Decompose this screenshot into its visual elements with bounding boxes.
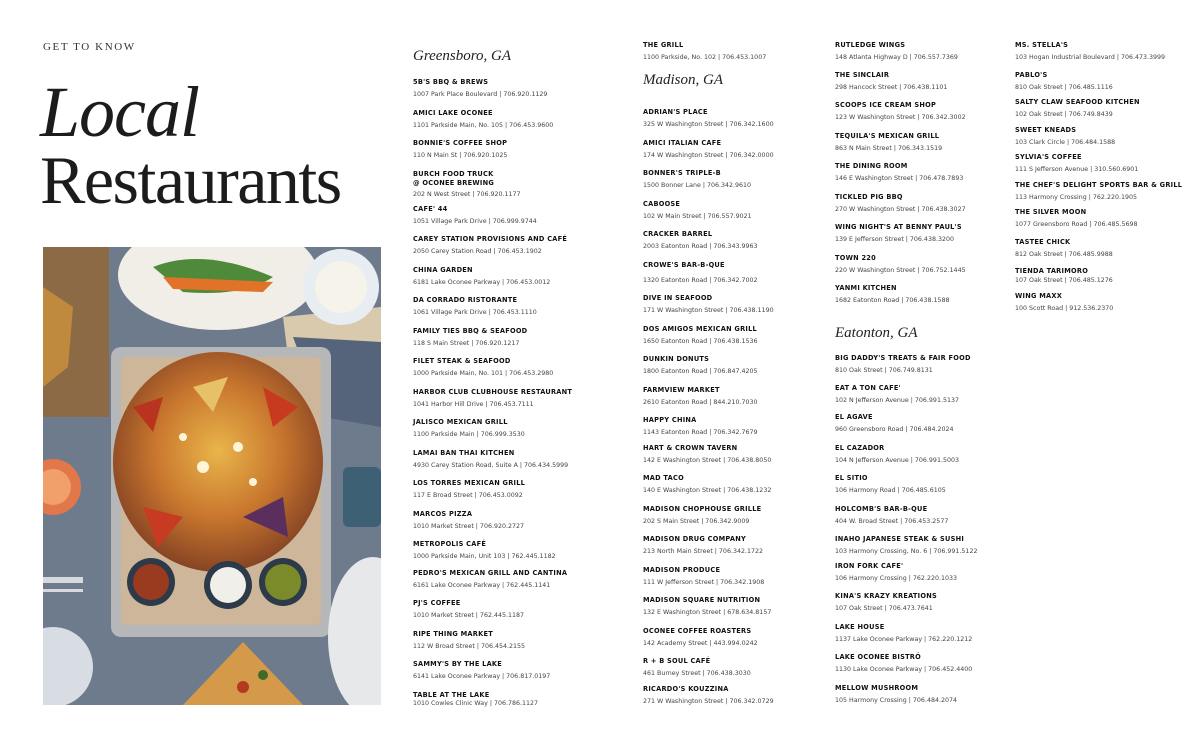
restaurant-name: SCOOPS ICE CREAM SHOP <box>835 101 937 109</box>
list-item <box>413 660 591 691</box>
restaurant-name: EL SITIO <box>835 474 868 482</box>
restaurant-name: AMICI LAKE OCONEE <box>413 108 493 117</box>
restaurant-info: 112 W Broad Street | 706.454.2155 <box>413 642 526 650</box>
list-item <box>835 223 1013 254</box>
restaurant-info: 1650 Eatonton Road | 706.438.1536 <box>643 337 758 345</box>
restaurant-name: HAPPY CHINA <box>643 416 697 424</box>
restaurant-info: 1100 Parkside, No. 102 | 706.453.1007 <box>643 54 767 61</box>
restaurant-name: CRACKER BARREL <box>643 230 713 238</box>
restaurant-name: THE SILVER MOON <box>1015 208 1087 216</box>
list-item <box>835 413 1013 444</box>
restaurant-info: 140 E Washington Street | 706.438.1232 <box>643 487 772 494</box>
restaurant-info: 6161 Lake Oconee Parkway | 762.445.1141 <box>413 581 551 589</box>
restaurant-name: ADRIAN'S PLACE <box>643 108 708 116</box>
restaurant-name: MADISON DRUG COMPANY <box>643 535 747 543</box>
list-item <box>413 630 591 661</box>
restaurant-info: 105 Harmony Crossing | 706.484.2074 <box>835 696 957 704</box>
restaurant-info: 142 Academy Street | 443.994.0242 <box>643 639 758 647</box>
restaurant-name: RUTLEDGE WINGS <box>835 41 906 49</box>
restaurant-info: 1100 Parkside Main | 706.999.3530 <box>413 431 525 438</box>
list-item <box>643 566 821 597</box>
list-item <box>643 535 821 566</box>
restaurant-info: 117 E Broad Street | 706.453.0092 <box>413 492 523 499</box>
restaurant-info: 100 Scott Road | 912.536.2370 <box>1015 304 1114 312</box>
list-item <box>643 355 821 386</box>
list-item <box>413 327 591 358</box>
restaurant-info: 118 S Main Street | 706.920.1217 <box>413 339 520 347</box>
restaurant-name: DUNKIN DONUTS <box>643 355 710 363</box>
list-item <box>643 416 821 444</box>
restaurant-info: 1101 Parkside Main, No. 105 | 706.453.9600 <box>413 121 554 129</box>
restaurant-info: 213 North Main Street | 706.342.1722 <box>643 548 763 555</box>
restaurant-name: TABLE AT THE LAKE <box>413 690 490 699</box>
list-item <box>413 479 591 510</box>
restaurant-info: 1800 Eatonton Road | 706.847.4205 <box>643 368 758 375</box>
restaurant-name: THE DINING ROOM <box>835 162 908 170</box>
restaurant-info: 139 E Jefferson Street | 706.438.3200 <box>835 236 954 243</box>
restaurant-name: YANMI KITCHEN <box>835 284 897 292</box>
restaurant-name: MAD TACO <box>643 474 684 482</box>
list-item <box>1015 181 1190 209</box>
list-item <box>413 540 591 569</box>
list-item <box>413 449 591 480</box>
restaurant-list <box>835 41 1013 324</box>
restaurant-info: 461 Burney Street | 706.438.3030 <box>643 670 751 677</box>
list-item <box>643 444 821 475</box>
restaurant-name: SALTY CLAW SEAFOOD KITCHEN <box>1015 98 1140 106</box>
restaurant-info: 1061 Village Park Drive | 706.453.1110 <box>413 309 537 316</box>
restaurant-list <box>1015 41 1190 313</box>
city-heading: Eatonton, GA <box>835 325 918 341</box>
restaurant-info: 107 Oak Street | 706.485.1276 <box>1015 277 1113 284</box>
title-restaurants: Restaurants <box>40 142 341 218</box>
column-greensboro <box>413 47 591 708</box>
restaurant-name: TOWN 220 <box>835 253 876 262</box>
list-item <box>643 108 821 139</box>
restaurant-info: 325 W Washington Street | 706.342.1600 <box>643 121 774 128</box>
restaurant-info: 1077 Greensboro Road | 706.485.5698 <box>1015 221 1138 228</box>
restaurant-info: 404 W. Broad Street | 706.453.2577 <box>835 517 949 525</box>
restaurant-name: TICKLED PIG BBQ <box>835 192 903 201</box>
restaurant-name: RIPE THING MARKET <box>413 629 493 638</box>
restaurant-name: METROPOLIS CAFÉ <box>413 540 487 548</box>
restaurant-name: THE SINCLAIR <box>835 71 890 79</box>
restaurant-info: 102 N Jefferson Avenue | 706.991.5137 <box>835 396 959 404</box>
list-item <box>643 596 821 627</box>
list-item <box>1015 126 1190 154</box>
list-item <box>1015 41 1190 71</box>
restaurant-list <box>413 78 591 708</box>
restaurant-name: WING NIGHT'S AT BENNY PAUL'S <box>835 223 962 231</box>
list-item <box>413 418 591 449</box>
restaurant-name: FAMILY TIES BBQ & SEAFOOD <box>413 326 528 335</box>
restaurant-name: TASTEE CHICK <box>1015 237 1071 246</box>
restaurant-info: 106 Harmony Road | 706.485.6105 <box>835 487 946 494</box>
restaurant-list <box>835 354 1013 705</box>
restaurant-info: 102 W Main Street | 706.557.9021 <box>643 212 752 220</box>
restaurant-name: MELLOW MUSHROOM <box>835 683 919 692</box>
list-item <box>643 41 821 71</box>
list-item <box>835 101 1013 132</box>
list-item <box>835 684 1013 705</box>
list-item <box>835 71 1013 101</box>
restaurant-info: 1682 Eatonton Road | 706.438.1588 <box>835 297 950 304</box>
city-heading: Greensboro, GA <box>413 48 512 64</box>
column-madison <box>643 41 821 706</box>
list-item <box>643 169 821 200</box>
list-item <box>1015 238 1190 268</box>
restaurant-name: MS. STELLA'S <box>1015 41 1069 49</box>
list-item <box>413 235 591 266</box>
restaurant-info: 1500 Bonner Lane | 706.342.9610 <box>643 182 752 189</box>
restaurant-info: 1051 Village Park Drive | 706.999.9744 <box>413 217 537 225</box>
list-item <box>835 284 1013 324</box>
list-item <box>643 261 821 295</box>
restaurant-name: MADISON SQUARE NUTRITION <box>643 596 761 604</box>
restaurant-name: 5B'S BBQ & BREWS <box>413 78 489 86</box>
restaurant-name: HARBOR CLUB CLUBHOUSE RESTAURANT <box>413 387 573 396</box>
restaurant-name: PJ'S COFFEE <box>413 599 461 607</box>
restaurant-list <box>643 108 821 706</box>
restaurant-name: BIG DADDY'S TREATS & FAIR FOOD <box>835 354 971 362</box>
restaurant-info: 220 W Washington Street | 706.752.1445 <box>835 266 966 274</box>
list-item <box>413 205 591 236</box>
restaurant-name: DIVE IN SEAFOOD <box>643 294 713 302</box>
restaurant-name: TEQUILA'S MEXICAN GRILL <box>835 131 940 140</box>
restaurant-info: 1320 Eatonton Road | 706.342.7002 <box>643 276 758 284</box>
column-eatonton <box>835 41 1013 705</box>
restaurant-info: 103 Harmony Crossing, No. 6 | 706.991.5122 <box>835 548 978 555</box>
list-item <box>1015 267 1190 292</box>
restaurant-name: CAFE' 44 <box>413 204 448 213</box>
nachos-photo <box>43 247 381 705</box>
list-item <box>643 139 821 170</box>
list-item <box>835 653 1013 684</box>
list-item <box>835 505 1013 536</box>
restaurant-info: 810 Oak Street | 706.485.1116 <box>1015 83 1113 91</box>
restaurant-name: PABLO'S <box>1015 70 1048 79</box>
restaurant-info: 4930 Carey Station Road, Suite A | 706.434.5999 <box>413 461 569 469</box>
restaurant-info: 1010 Market Street | 706.920.2727 <box>413 522 524 530</box>
restaurant-info: 103 Clark Circle | 706.484.1588 <box>1015 138 1116 146</box>
list-item <box>413 599 591 630</box>
list-item <box>1015 98 1190 126</box>
restaurant-name: BURCH FOOD TRUCK @ OCONEE BREWING <box>413 169 495 187</box>
restaurant-info: 1143 Eatonton Road | 706.342.7679 <box>643 429 758 436</box>
list-item <box>835 132 1013 163</box>
restaurant-info: 1007 Park Place Boulevard | 706.920.1129 <box>413 91 548 98</box>
list-item <box>835 162 1013 193</box>
list-item <box>643 627 821 658</box>
eyebrow-text: GET TO KNOW <box>43 41 136 53</box>
restaurant-info: 1000 Parkside Main, Unit 103 | 762.445.1182 <box>413 553 556 560</box>
restaurant-name: R + B SOUL CAFÉ <box>643 657 711 665</box>
restaurant-info: 146 E Washington Street | 706.478.7893 <box>835 175 964 182</box>
list-item <box>413 357 591 388</box>
restaurant-name: IRON FORK CAFE' <box>835 561 904 570</box>
restaurant-name: KINA'S KRAZY KREATIONS <box>835 592 937 600</box>
restaurant-name: MADISON CHOPHOUSE GRILLE <box>643 504 762 513</box>
restaurant-info: 104 N Jefferson Avenue | 706.991.5003 <box>835 456 959 464</box>
column-eatonton-continued <box>1015 41 1190 313</box>
restaurant-name: HOLCOMB'S BAR-B-QUE <box>835 504 928 513</box>
list-item <box>835 444 1013 475</box>
restaurant-info: 113 Harmony Crossing | 762.220.1905 <box>1015 193 1137 201</box>
restaurant-name: PEDRO'S MEXICAN GRILL AND CANTINA <box>413 568 568 577</box>
restaurant-name: DA CORRADO RISTORANTE <box>413 296 518 304</box>
list-item <box>413 691 591 708</box>
restaurant-name: LAMAI BAN THAI KITCHEN <box>413 448 515 457</box>
restaurant-info: 298 Hancock Street | 706.438.1101 <box>835 84 948 91</box>
list-item <box>1015 208 1190 238</box>
list-item <box>835 384 1013 414</box>
restaurant-name: BONNIE'S COFFEE SHOP <box>413 139 508 147</box>
list-item <box>643 386 821 417</box>
list-item <box>413 388 591 419</box>
list-item <box>643 505 821 536</box>
restaurant-info: 202 S Main Street | 706.342.9009 <box>643 517 750 525</box>
list-item <box>413 170 591 205</box>
list-item <box>835 623 1013 654</box>
restaurant-name: CHINA GARDEN <box>413 265 473 274</box>
restaurant-name: SWEET KNEADS <box>1015 125 1077 134</box>
restaurant-name: EL CAZADOR <box>835 443 885 452</box>
list-item <box>413 510 591 541</box>
restaurant-info: 1010 Cowles Clinic Way | 706.786.1127 <box>413 699 539 707</box>
list-item <box>835 562 1013 593</box>
restaurant-name: LOS TORRES MEXICAN GRILL <box>413 479 526 487</box>
restaurant-info: 1010 Market Street | 762.445.1187 <box>413 612 524 619</box>
restaurant-info: 810 Oak Street | 706.749.8131 <box>835 367 933 374</box>
list-item <box>835 592 1013 623</box>
list-item <box>643 685 821 706</box>
restaurant-info: 6181 Lake Oconee Parkway | 706.453.0012 <box>413 278 551 286</box>
restaurant-name: JALISCO MEXICAN GRILL <box>413 418 508 426</box>
restaurant-info: 1137 Lake Oconee Parkway | 762.220.1212 <box>835 635 973 643</box>
restaurant-name: MARCOS PIZZA <box>413 509 473 518</box>
restaurant-info: 270 W Washington Street | 706.438.3027 <box>835 205 966 213</box>
restaurant-info: 863 N Main Street | 706.343.1519 <box>835 144 943 152</box>
restaurant-name: MADISON PRODUCE <box>643 565 721 574</box>
restaurant-info: 171 W Washington Street | 706.438.1190 <box>643 307 774 314</box>
restaurant-name: HART & CROWN TAVERN <box>643 443 738 452</box>
restaurant-name: CROWE'S BAR-B-QUE <box>643 260 725 269</box>
restaurant-name: WING MAXX <box>1015 291 1063 300</box>
restaurant-info: 960 Greensboro Road | 706.484.2024 <box>835 426 954 433</box>
restaurant-name: SAMMY'S BY THE LAKE <box>413 660 503 668</box>
restaurant-info: 2610 Eatonton Road | 844.210.7030 <box>643 398 758 406</box>
restaurant-info: 6141 Lake Oconee Parkway | 706.817.0197 <box>413 673 551 680</box>
restaurant-info: 2050 Carey Station Road | 706.453.1902 <box>413 248 542 255</box>
restaurant-name: AMICI ITALIAN CAFE <box>643 138 722 147</box>
list-item <box>835 474 1013 505</box>
restaurant-name: FILET STEAK & SEAFOOD <box>413 357 511 365</box>
restaurant-info: 202 N West Street | 706.920.1177 <box>413 190 521 198</box>
restaurant-name: LAKE OCONEE BISTRÓ <box>835 653 921 661</box>
list-item <box>413 296 591 327</box>
restaurant-name: FARMVIEW MARKET <box>643 385 720 394</box>
list-item <box>1015 153 1190 181</box>
list-item <box>643 294 821 325</box>
restaurant-info: 1000 Parkside Main, No. 101 | 706.453.2980 <box>413 370 554 377</box>
list-item <box>1015 292 1190 313</box>
restaurant-name: CAREY STATION PROVISIONS AND CAFÉ <box>413 235 568 243</box>
restaurant-name: RICARDO'S KOUZZINA <box>643 684 729 693</box>
restaurant-info: 111 S Jefferson Avenue | 310.560.6901 <box>1015 166 1139 173</box>
list-item <box>835 41 1013 71</box>
restaurant-info: 111 W Jefferson Street | 706.342.1908 <box>643 578 765 586</box>
list-item <box>835 254 1013 285</box>
restaurant-info: 132 E Washington Street | 678.634.8157 <box>643 609 772 616</box>
list-item <box>643 200 821 231</box>
list-item <box>413 78 591 109</box>
restaurant-info: 110 N Main St | 706.920.1025 <box>413 152 508 159</box>
list-item <box>835 354 1013 384</box>
list-item <box>643 325 821 356</box>
restaurant-name: THE CHEF'S DELIGHT SPORTS BAR & GRILL <box>1015 180 1183 189</box>
restaurant-info: 1130 Lake Oconee Parkway | 706.452.4400 <box>835 666 973 673</box>
restaurant-name: EAT A TON CAFE' <box>835 383 901 392</box>
list-item <box>643 474 821 505</box>
restaurant-name: SYLVIA'S COFFEE <box>1015 153 1082 161</box>
list-item <box>413 139 591 170</box>
list-item <box>643 230 821 261</box>
restaurant-info: 2003 Eatonton Road | 706.343.9963 <box>643 243 758 250</box>
list-item <box>413 109 591 140</box>
restaurant-info: 142 E Washington Street | 706.438.8050 <box>643 456 772 464</box>
restaurant-info: 271 W Washington Street | 706.342.0729 <box>643 697 774 705</box>
restaurant-info: 102 Oak Street | 706.749.8439 <box>1015 111 1113 118</box>
list-item <box>643 657 821 685</box>
list-item <box>835 535 1013 562</box>
restaurant-name: OCONEE COFFEE ROASTERS <box>643 626 752 635</box>
list-item <box>1015 71 1190 99</box>
restaurant-info: 174 W Washington Street | 706.342.0000 <box>643 151 774 159</box>
restaurant-info: 148 Atlanta Highway D | 706.557.7369 <box>835 54 958 61</box>
restaurant-name: CABOOSE <box>643 199 681 208</box>
restaurant-info: 123 W Washington Street | 706.342.3002 <box>835 114 966 121</box>
title-local: Local <box>40 72 200 152</box>
restaurant-name: TIENDA TARIMORO <box>1015 267 1089 275</box>
restaurant-info: 103 Hogan Industrial Boulevard | 706.473.3999 <box>1015 54 1166 61</box>
restaurant-name: EL AGAVE <box>835 413 873 421</box>
list-item <box>413 569 591 600</box>
restaurant-info: 812 Oak Street | 706.485.9988 <box>1015 250 1113 258</box>
restaurant-name: INAHO JAPANESE STEAK & SUSHI <box>835 535 965 543</box>
city-heading: Madison, GA <box>643 72 723 88</box>
restaurant-info: 106 Harmony Crossing | 762.220.1033 <box>835 574 957 582</box>
restaurant-name: DOS AMIGOS MEXICAN GRILL <box>643 324 758 333</box>
restaurant-name: LAKE HOUSE <box>835 622 885 631</box>
restaurant-name: BONNER'S TRIPLE-B <box>643 169 721 177</box>
list-item <box>835 193 1013 224</box>
restaurant-name: THE GRILL <box>643 41 684 49</box>
restaurant-info: 107 Oak Street | 706.473.7641 <box>835 605 933 612</box>
restaurant-info: 1041 Harbor Hill Drive | 706.453.7111 <box>413 400 534 408</box>
list-item <box>413 266 591 297</box>
